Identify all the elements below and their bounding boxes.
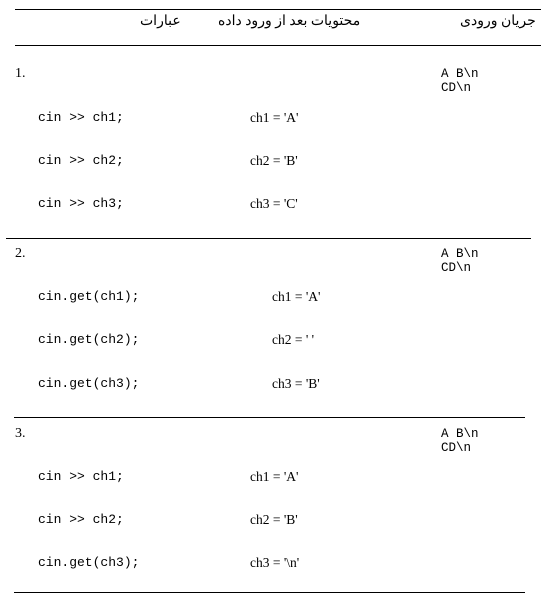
header-contents: محتویات بعد از ورود داده: [218, 14, 361, 29]
variable-content: ch3 = '\n': [250, 555, 300, 570]
code-statement: cin.get(ch1);: [38, 289, 140, 304]
input-stream: [441, 67, 479, 95]
code-statement: cin >> ch3;: [38, 196, 124, 211]
input-stream: [441, 427, 479, 455]
section-divider: [14, 417, 525, 418]
stream-line: A B\n: [441, 427, 479, 441]
stream-line: CD\n: [441, 441, 472, 455]
stream-line: A B\n: [441, 67, 479, 81]
stream-line: CD\n: [441, 261, 472, 275]
stream-line: A B\n: [441, 247, 479, 261]
stream-line: CD\n: [441, 81, 472, 95]
variable-content: ch1 = 'A': [250, 110, 299, 125]
section-number: 1.: [15, 66, 26, 81]
code-statement: cin.get(ch2);: [38, 332, 140, 347]
section-divider: [6, 238, 531, 239]
input-stream: [441, 247, 479, 275]
section-number: 2.: [15, 246, 26, 261]
code-statement: cin >> ch2;: [38, 153, 124, 168]
variable-content: ch1 = 'A': [272, 289, 321, 304]
header-input-stream: جریان ورودی: [460, 14, 536, 29]
top-rule: [15, 9, 541, 10]
variable-content: ch3 = 'B': [272, 376, 320, 391]
variable-content: ch3 = 'C': [250, 196, 298, 211]
code-statement: cin >> ch2;: [38, 512, 124, 527]
variable-content: ch2 = 'B': [250, 153, 298, 168]
code-statement: cin.get(ch3);: [38, 555, 140, 570]
header-statement: عبارات: [140, 14, 181, 29]
variable-content: ch2 = ' ': [272, 332, 315, 347]
bottom-rule: [14, 592, 525, 593]
code-statement: cin >> ch1;: [38, 110, 124, 125]
code-statement: cin >> ch1;: [38, 469, 124, 484]
section-number: 3.: [15, 426, 26, 441]
variable-content: ch1 = 'A': [250, 469, 299, 484]
variable-content: ch2 = 'B': [250, 512, 298, 527]
header-bottom-rule: [15, 45, 541, 46]
code-statement: cin.get(ch3);: [38, 376, 140, 391]
